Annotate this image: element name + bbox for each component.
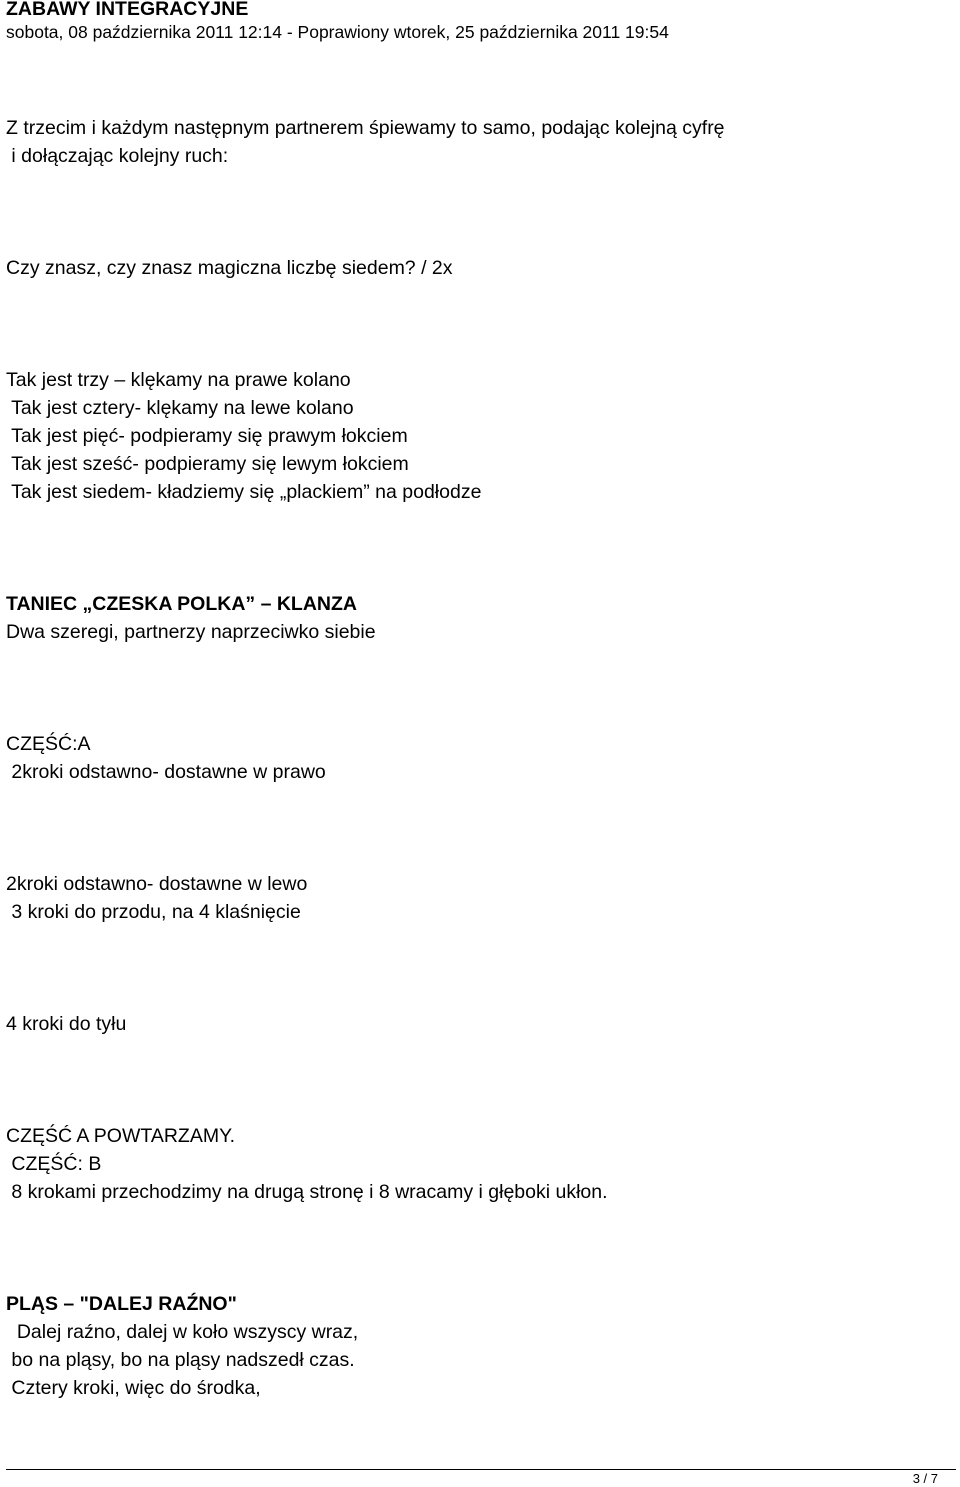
text-line: Tak jest sześć- podpieramy się lewym łokciem — [6, 453, 409, 475]
text-line: 8 krokami przechodzimy na drugą stronę i 8 wracamy i głęboki ukłon. — [6, 1181, 608, 1203]
text-line: 2kroki odstawno- dostawne w lewo — [6, 873, 308, 895]
text-line: 4 kroki do tyłu — [6, 1013, 127, 1035]
text-line: Z trzecim i każdym następnym partnerem śpiewamy to samo, podając kolejną cyfrę — [6, 117, 725, 139]
text-line: Dwa szeregi, partnerzy naprzeciwko siebie — [6, 621, 376, 643]
document-title: ZABAWY INTEGRACYJNE — [6, 0, 249, 20]
text-line: Czy znasz, czy znasz magiczna liczbę siedem? / 2x — [6, 257, 453, 279]
text-line: Tak jest cztery- klękamy na lewe kolano — [6, 397, 354, 419]
page-number: 3 / 7 — [912, 1471, 938, 1486]
text-line: CZĘŚĆ:A — [6, 733, 91, 755]
text-line: CZĘŚĆ: B — [6, 1153, 102, 1175]
section-heading: PLĄS – "DALEJ RAŹNO" — [6, 1293, 237, 1315]
text-line: Tak jest pięć- podpieramy się prawym łokciem — [6, 425, 408, 447]
text-line: bo na pląsy, bo na pląsy nadszedł czas. — [6, 1349, 355, 1371]
text-line: Tak jest trzy – klękamy na prawe kolano — [6, 369, 351, 391]
text-line: Cztery kroki, więc do środka, — [6, 1377, 261, 1399]
section-heading: TANIEC „CZESKA POLKA” – KLANZA — [6, 593, 357, 615]
text-line: Dalej raźno, dalej w koło wszyscy wraz, — [6, 1321, 359, 1343]
document-meta: sobota, 08 października 2011 12:14 - Poprawiony wtorek, 25 października 2011 19:54 — [6, 22, 669, 42]
text-line: 2kroki odstawno- dostawne w prawo — [6, 761, 326, 783]
text-line: i dołączając kolejny ruch: — [6, 145, 229, 167]
text-line: 3 kroki do przodu, na 4 klaśnięcie — [6, 901, 301, 923]
text-line: Tak jest siedem- kładziemy się „plackiem” na podłodze — [6, 481, 482, 503]
text-line: CZĘŚĆ A POWTARZAMY. — [6, 1125, 235, 1147]
footer-divider — [6, 1469, 956, 1470]
